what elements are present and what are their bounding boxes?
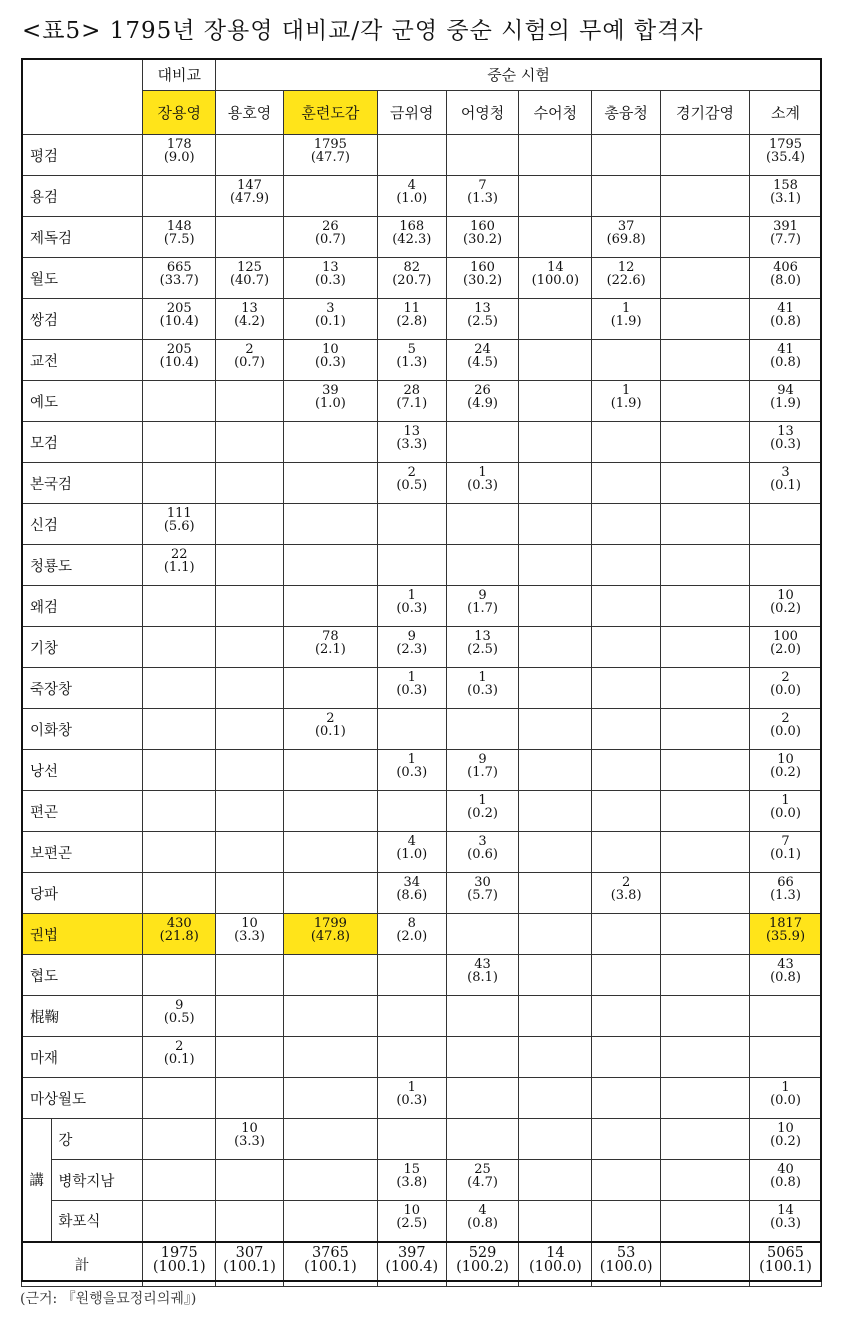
cell-percent: (10.4) (159, 355, 199, 370)
col-header-geumwiyeong: 금위영 (377, 91, 446, 135)
cell-percent: (3.3) (234, 929, 265, 944)
cell-percent: (0.3) (467, 478, 498, 493)
cell-count: 10 (241, 1121, 258, 1136)
cell-percent: (1.3) (467, 191, 498, 206)
row-label: 제독검 (22, 217, 143, 258)
cell-count: 82 (403, 260, 421, 275)
cell-count: 529 (468, 1244, 497, 1261)
cell-percent: (21.8) (159, 929, 199, 944)
cell-count: 14 (547, 260, 564, 275)
row-label: 협도 (22, 955, 143, 996)
row-label: 보편곤 (22, 832, 143, 873)
row-label: 권법 (22, 914, 143, 955)
cell-count: 39 (322, 383, 339, 398)
cell-count: 13 (777, 424, 794, 439)
cell-percent: (7.1) (396, 396, 428, 411)
cell-percent: (1.0) (396, 191, 428, 206)
cell-count: 9 (407, 629, 416, 644)
cell-percent: (0.3) (396, 765, 428, 780)
cell-percent: (0.3) (314, 355, 346, 370)
row-label: 교전 (22, 340, 143, 381)
cell-percent: (100.1) (759, 1258, 812, 1275)
cell-percent: (7.7) (770, 232, 801, 247)
cell-count: 4 (407, 178, 416, 193)
cell-percent: (1.0) (396, 847, 428, 862)
cell-percent: (0.3) (396, 683, 428, 698)
cell-percent: (0.2) (770, 601, 801, 616)
cell-percent: (47.7) (310, 150, 350, 165)
row-label: 병학지남 (52, 1160, 143, 1201)
cell-count: 53 (616, 1244, 636, 1261)
cell-percent: (1.3) (770, 888, 801, 903)
cell-percent: (47.8) (310, 929, 350, 944)
cell-count: 11 (403, 301, 421, 316)
row-label: 棍鞠 (22, 996, 143, 1037)
cell-percent: (0.0) (770, 806, 801, 821)
cell-count: 2 (781, 711, 790, 726)
cell-percent: (2.1) (314, 642, 346, 657)
cell-count: 1 (407, 752, 416, 767)
col-header-subtotal: 소계 (749, 91, 821, 135)
cell-percent: (7.5) (163, 232, 195, 247)
cell-count: 1 (781, 793, 790, 808)
row-label: 월도 (22, 258, 143, 299)
cell-count: 1 (621, 383, 631, 398)
row-label: 편곤 (22, 791, 143, 832)
cell-percent: (9.0) (163, 150, 195, 165)
cell-count: 25 (474, 1162, 491, 1177)
cell-count: 13 (474, 301, 491, 316)
cell-percent: (0.8) (467, 1216, 498, 1231)
table-outer-border (21, 58, 822, 1282)
cell-count: 100 (773, 629, 798, 644)
cell-percent: (1.0) (314, 396, 346, 411)
group-header-daebigyo: 대비교 (143, 59, 216, 91)
cell-percent: (47.9) (229, 191, 270, 206)
cell-count: 9 (175, 998, 184, 1013)
cell-count: 24 (474, 342, 491, 357)
cell-count: 1 (478, 793, 487, 808)
cell-percent: (1.1) (163, 560, 195, 575)
cell-count: 205 (166, 342, 192, 357)
cell-percent: (3.8) (396, 1175, 428, 1190)
cell-percent: (1.7) (467, 765, 498, 780)
cell-count: 1795 (313, 137, 347, 152)
cell-percent: (1.9) (610, 314, 642, 329)
cell-percent: (69.8) (606, 232, 646, 247)
cell-count: 1 (407, 670, 416, 685)
cell-count: 2 (621, 875, 631, 890)
col-header-hullyeondogam: 훈련도감 (283, 91, 377, 135)
cell-count: 13 (322, 260, 339, 275)
row-label: 이화창 (22, 709, 143, 750)
cell-count: 78 (322, 629, 339, 644)
cell-percent: (35.4) (765, 150, 806, 165)
cell-percent: (5.6) (163, 519, 195, 534)
cell-percent: (30.2) (463, 232, 503, 247)
cell-percent: (42.3) (392, 232, 432, 247)
row-label: 왜검 (22, 586, 143, 627)
cell-count: 10 (322, 342, 339, 357)
cell-percent: (0.3) (770, 1216, 801, 1231)
total-label: 計 (22, 1242, 143, 1287)
cell-percent: (100.1) (152, 1258, 206, 1275)
cell-count: 28 (403, 383, 421, 398)
cell-percent: (5.7) (467, 888, 498, 903)
cell-percent: (40.7) (229, 273, 270, 288)
cell-count: 14 (777, 1203, 794, 1218)
cell-count: 41 (777, 301, 794, 316)
cell-percent: (0.8) (770, 1175, 801, 1190)
cell-count: 2 (407, 465, 416, 480)
cell-count: 66 (777, 875, 794, 890)
row-label: 예도 (22, 381, 143, 422)
row-label: 용검 (22, 176, 143, 217)
col-header-sueocheong: 수어청 (519, 91, 592, 135)
row-label: 죽장창 (22, 668, 143, 709)
cell-count: 10 (403, 1203, 421, 1218)
cell-count: 205 (166, 301, 192, 316)
cell-percent: (0.7) (234, 355, 265, 370)
cell-count: 10 (777, 588, 794, 603)
cell-percent: (0.2) (770, 1134, 801, 1149)
cell-count: 4 (407, 834, 416, 849)
cell-percent: (35.9) (765, 929, 806, 944)
cell-count: 8 (407, 916, 416, 931)
cell-percent: (8.0) (770, 273, 801, 288)
cell-count: 391 (773, 219, 798, 234)
cell-count: 1 (407, 1080, 416, 1095)
cell-percent: (0.3) (467, 683, 498, 698)
cell-percent: (1.3) (396, 355, 428, 370)
cell-count: 10 (241, 916, 258, 931)
cell-count: 15 (403, 1162, 421, 1177)
cell-percent: (0.2) (770, 765, 801, 780)
row-label: 마재 (22, 1037, 143, 1078)
cell-count: 7 (781, 834, 790, 849)
cell-percent: (22.6) (606, 273, 646, 288)
cell-percent: (10.4) (159, 314, 199, 329)
cell-count: 1 (478, 465, 487, 480)
cell-count: 26 (474, 383, 491, 398)
cell-percent: (0.3) (314, 273, 346, 288)
cell-count: 1799 (313, 916, 347, 931)
cell-count: 5 (407, 342, 416, 357)
cell-percent: (0.1) (770, 478, 801, 493)
cell-count: 5065 (767, 1244, 804, 1261)
cell-count: 111 (166, 506, 192, 521)
cell-count: 1795 (768, 137, 803, 152)
cell-count: 22 (170, 547, 188, 562)
group-header-jungsun: 중순 시험 (216, 59, 822, 91)
cell-percent: (2.5) (396, 1216, 428, 1231)
row-label: 낭선 (22, 750, 143, 791)
cell-count: 7 (478, 178, 487, 193)
row-label: 평검 (22, 135, 143, 176)
cell-count: 4 (478, 1203, 487, 1218)
cell-percent: (0.1) (163, 1052, 195, 1067)
cell-count: 9 (478, 588, 487, 603)
cell-percent: (3.1) (770, 191, 801, 206)
cell-count: 3 (326, 301, 335, 316)
cell-count: 430 (166, 916, 192, 931)
row-label: 화포식 (52, 1201, 143, 1242)
cell-count: 30 (474, 875, 491, 890)
row-label: 기창 (22, 627, 143, 668)
cell-count: 14 (546, 1244, 565, 1261)
cell-percent: (0.6) (467, 847, 498, 862)
cell-percent: (4.9) (467, 396, 498, 411)
cell-percent: (2.0) (770, 642, 801, 657)
cell-count: 2 (175, 1039, 184, 1054)
cell-percent: (8.6) (396, 888, 428, 903)
cell-count: 307 (235, 1244, 264, 1261)
col-header-jangyongyeong: 장용영 (143, 91, 216, 135)
cell-percent: (20.7) (392, 273, 432, 288)
cell-count: 665 (166, 260, 192, 275)
cell-percent: (2.5) (467, 314, 498, 329)
cell-percent: (100.0) (599, 1258, 653, 1275)
source-note: (근거: 『원행을묘정리의궤』) (20, 1291, 197, 1307)
cell-count: 41 (777, 342, 794, 357)
cell-percent: (1.7) (467, 601, 498, 616)
cell-count: 125 (237, 260, 262, 275)
cell-percent: (0.8) (770, 970, 801, 985)
row-label: 쌍검 (22, 299, 143, 340)
cell-count: 3765 (311, 1244, 349, 1261)
cell-percent: (0.0) (770, 724, 801, 739)
cell-percent: (2.3) (396, 642, 428, 657)
cell-count: 1 (407, 588, 416, 603)
cell-count: 3 (781, 465, 790, 480)
cell-count: 37 (617, 219, 635, 234)
cell-percent: (8.1) (467, 970, 498, 985)
cell-percent: (0.1) (314, 314, 346, 329)
cell-count: 147 (237, 178, 262, 193)
cell-count: 1 (478, 670, 487, 685)
cell-count: 26 (322, 219, 339, 234)
cell-percent: (0.3) (396, 1093, 428, 1108)
row-label: 신검 (22, 504, 143, 545)
cell-percent: (0.8) (770, 314, 801, 329)
col-header-eoyeongcheong: 어영청 (446, 91, 519, 135)
cell-percent: (4.5) (467, 355, 498, 370)
cell-percent: (0.5) (163, 1011, 195, 1026)
cell-count: 2 (245, 342, 254, 357)
cell-percent: (0.3) (396, 601, 428, 616)
cell-count: 1 (621, 301, 631, 316)
cell-count: 12 (617, 260, 635, 275)
row-label: 당파 (22, 873, 143, 914)
cell-percent: (0.5) (396, 478, 428, 493)
cell-percent: (100.0) (528, 1258, 582, 1275)
cell-count: 13 (474, 629, 491, 644)
cell-percent: (2.5) (467, 642, 498, 657)
cell-percent: (0.1) (770, 847, 801, 862)
cell-percent: (30.2) (463, 273, 503, 288)
cell-count: 2 (326, 711, 335, 726)
cell-percent: (100.2) (456, 1258, 509, 1275)
cell-count: 160 (470, 219, 495, 234)
cell-percent: (100.0) (531, 273, 580, 288)
col-header-yonghoyeong: 용호영 (216, 91, 284, 135)
cell-count: 9 (478, 752, 487, 767)
cell-count: 10 (777, 752, 794, 767)
cell-percent: (2.0) (396, 929, 428, 944)
cell-percent: (100.1) (303, 1258, 357, 1275)
cell-percent: (0.0) (770, 1093, 801, 1108)
cell-percent: (3.3) (396, 437, 428, 452)
cell-percent: (100.4) (385, 1258, 439, 1275)
cell-count: 10 (777, 1121, 794, 1136)
cell-count: 1817 (768, 916, 803, 931)
row-label: 본국검 (22, 463, 143, 504)
cell-percent: (4.2) (234, 314, 265, 329)
table-title: <표5> 1795년 장용영 대비교/각 군영 중순 시험의 무예 합격자 (22, 18, 704, 44)
row-label: 강 (52, 1119, 143, 1160)
cell-percent: (0.7) (314, 232, 346, 247)
cell-count: 397 (397, 1244, 426, 1261)
cell-count: 148 (166, 219, 192, 234)
cell-count: 13 (403, 424, 421, 439)
row-label: 청룡도 (22, 545, 143, 586)
cell-count: 94 (777, 383, 794, 398)
cell-count: 3 (478, 834, 487, 849)
col-header-gyeonggigamyeong: 경기감영 (661, 91, 750, 135)
cell-count: 43 (474, 957, 491, 972)
cell-percent: (1.9) (770, 396, 801, 411)
cell-percent: (2.8) (396, 314, 428, 329)
cell-percent: (0.3) (770, 437, 801, 452)
cell-percent: (0.0) (770, 683, 801, 698)
cell-count: 40 (777, 1162, 794, 1177)
gang-group-label: 講 (22, 1119, 52, 1242)
cell-percent: (3.8) (610, 888, 642, 903)
cell-percent: (33.7) (159, 273, 199, 288)
cell-count: 160 (470, 260, 495, 275)
cell-percent: (0.2) (467, 806, 498, 821)
cell-count: 406 (773, 260, 798, 275)
cell-percent: (100.1) (223, 1258, 276, 1275)
cell-count: 34 (403, 875, 421, 890)
row-label: 마상월도 (22, 1078, 143, 1119)
cell-percent: (0.1) (314, 724, 346, 739)
cell-count: 158 (773, 178, 798, 193)
cell-count: 2 (781, 670, 790, 685)
cell-percent: (0.8) (770, 355, 801, 370)
cell-count: 43 (777, 957, 794, 972)
cell-percent: (3.3) (234, 1134, 265, 1149)
cell-count: 1975 (160, 1244, 198, 1261)
cell-count: 1 (781, 1080, 790, 1095)
col-header-chongyungcheong: 총융청 (592, 91, 661, 135)
cell-percent: (4.7) (467, 1175, 498, 1190)
cell-count: 178 (166, 137, 192, 152)
row-label: 모검 (22, 422, 143, 463)
cell-percent: (1.9) (610, 396, 642, 411)
cell-count: 13 (241, 301, 258, 316)
cell-count: 168 (399, 219, 425, 234)
